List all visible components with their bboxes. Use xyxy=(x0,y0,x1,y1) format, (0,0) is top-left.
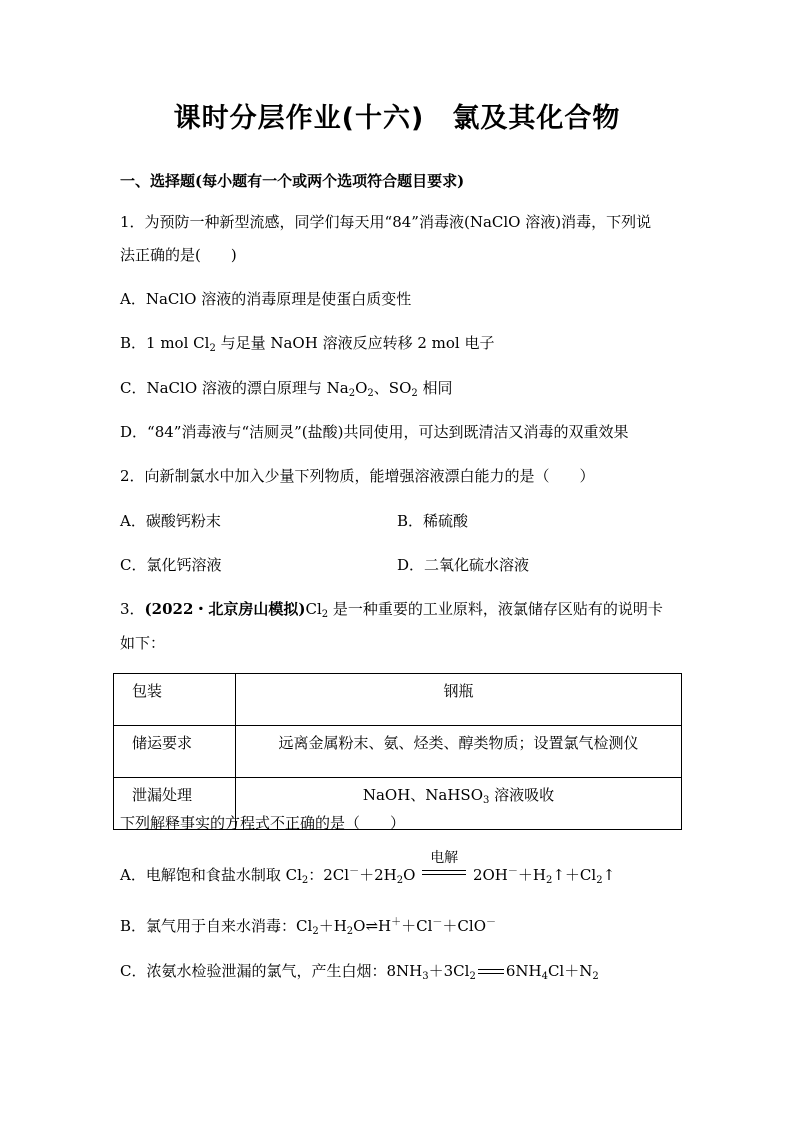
table-value: NaOH、NaHSO$_3$ 溶液吸收 xyxy=(236,778,682,830)
chlorine-spec-table xyxy=(113,673,682,830)
table-row xyxy=(114,726,682,778)
q1-stem-line1: 1．为预防一种新型流感，同学们每天用“84”消毒液(NaClO 溶液)消毒，下列说 xyxy=(120,213,652,231)
q2-option-b: B．稀硫酸 xyxy=(397,512,469,530)
q1-option-d: D．“84”消毒液与“洁厕灵”(盐酸)共同使用，可达到既清洁又消毒的双重效果 xyxy=(120,423,629,441)
q3-stem-line1: 3．(2022・北京房山模拟)$Cl_2$ 是一种重要的工业原料，液氯储存区贴有的说明卡 xyxy=(120,600,663,620)
q3-option-b: B．氯气用于自来水消毒：$Cl_2+H_2O\rightleftharpoons H^++Cl^-+ClO^-$ xyxy=(120,917,496,937)
q2-option-a: A．碳酸钙粉末 xyxy=(120,512,221,530)
q3-source: (2022・北京房山模拟) xyxy=(144,600,306,618)
electrolysis-equals-sign: 电解 xyxy=(422,866,466,880)
table-row xyxy=(114,674,682,726)
table-key: 包装 xyxy=(114,674,236,726)
table-value: 远离金属粉末、氨、烃类、醇类物质；设置氯气检测仪 xyxy=(236,726,682,778)
q1-option-c: C．NaClO 溶液的漂白原理与 $Na_2O_2$、$SO_2$ 相同 xyxy=(120,379,453,399)
table-key: 泄漏处理 xyxy=(114,778,236,830)
q1-option-b: B．1 mol $Cl_2$ 与足量 NaOH 溶液反应转移 2 mol 电子 xyxy=(120,334,495,354)
equals-sign xyxy=(478,966,504,976)
table-value: 钢瓶 xyxy=(236,674,682,726)
section-heading: 一、选择题(每小题有一个或两个选项符合题目要求) xyxy=(120,172,465,190)
q2-option-d: D．二氧化硫水溶液 xyxy=(397,556,530,574)
q3-option-a: A．电解饱和食盐水制取 $Cl_2$：$2Cl^-+2H_2O$ 电解 $2OH^-+H_2↑+Cl_2↑$ xyxy=(120,850,616,886)
q1-option-a: A．NaClO 溶液的消毒原理是使蛋白质变性 xyxy=(120,290,412,308)
q2-option-c: C．氯化钙溶液 xyxy=(120,556,222,574)
table-key: 储运要求 xyxy=(114,726,236,778)
q2-stem: 2．向新制氯水中加入少量下列物质，能增强溶液漂白能力的是（ ） xyxy=(120,467,595,485)
q3-stem-line2: 如下： xyxy=(120,634,166,652)
q3-question: 下列解释事实的方程式不正确的是（ ） xyxy=(120,814,406,832)
reversible-arrow-icon: ⇌ xyxy=(365,917,379,935)
q3-option-c: C．浓氨水检验泄漏的氯气，产生白烟：$8NH_3+3Cl_2$ $6NH_4Cl+N_2$ xyxy=(120,962,599,982)
q1-stem-line2: 法正确的是( ) xyxy=(120,246,237,264)
page-title: 课时分层作业(十六) 氯及其化合物 xyxy=(173,103,621,134)
